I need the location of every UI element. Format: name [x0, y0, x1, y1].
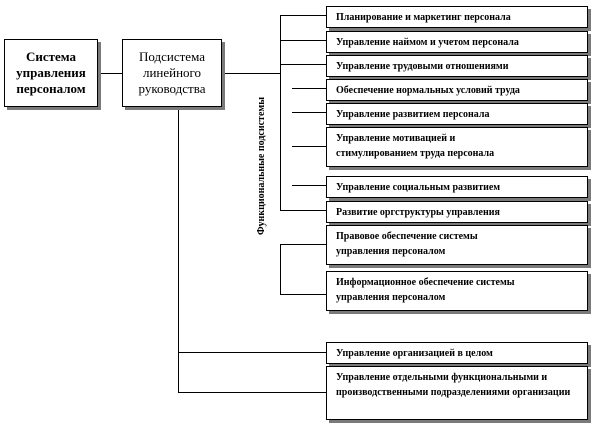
functional-subsystem-box: [326, 6, 588, 28]
functional-subsystems-label: Функциональные подсистемы: [256, 96, 267, 236]
connector-func-4: [292, 88, 326, 89]
functional-subsystem-label: Правовое обеспечение системы управления персоналом: [336, 231, 478, 257]
line-subsystem-box: [122, 39, 222, 107]
functional-subsystem-box: [326, 103, 588, 125]
functional-subsystem-box: [326, 127, 588, 167]
functional-subsystem-box: [326, 225, 588, 265]
connector-func-9: [280, 244, 326, 245]
functional-subsystem-label: Управление наймом и учетом персонала: [336, 36, 519, 48]
connector-func-5: [292, 112, 326, 113]
connector-func-10: [280, 294, 326, 295]
functional-subsystem-box: [326, 31, 588, 53]
connector-func-1: [280, 15, 326, 16]
functional-subsystem-box: [326, 79, 588, 101]
functional-subsystem-label: Управление трудовыми отношениями: [336, 60, 509, 72]
connector-func-7: [292, 185, 326, 186]
connector-line-to-trunk: [222, 73, 280, 74]
functional-subsystem-box: [326, 55, 588, 77]
functional-subsystem-label: Обеспечение нормальных условий труда: [336, 84, 520, 96]
line-management-box: [326, 366, 588, 420]
connector-func-2: [280, 40, 326, 41]
connector-func-3: [280, 64, 326, 65]
connector-func-6: [292, 146, 326, 147]
functional-subsystem-label: Развитие оргструктуры управления: [336, 206, 500, 218]
functional-subsystem-box: [326, 271, 588, 311]
main-system-label: Система управления персоналом: [16, 49, 86, 96]
functional-subsystem-label: Управление мотивацией и стимулированием труда персонала: [336, 133, 495, 159]
line-subsystem-label: Подсистема линейного руководства: [138, 49, 206, 96]
functional-subsystem-label: Управление развитием персонала: [336, 108, 490, 120]
functional-subsystem-label: Информационное обеспечение системы управления персоналом: [336, 277, 515, 303]
functional-subsystem-label: Управление социальным развитием: [336, 181, 501, 193]
line-management-label: Управление организацией в целом: [336, 347, 493, 359]
main-system-box: [4, 39, 98, 107]
line-management-label: Управление отдельными функциональными и производственными подразделениями организации: [336, 372, 571, 398]
connector-line-2: [178, 392, 326, 393]
line-trunk: [178, 108, 179, 392]
line-management-box: [326, 342, 588, 364]
connector-func-8: [280, 210, 326, 211]
connector-main-to-line: [98, 73, 122, 74]
functional-subsystem-box: [326, 201, 588, 223]
functional-trunk: [280, 15, 281, 211]
connector-line-1: [178, 352, 326, 353]
legal-info-bracket: [280, 244, 281, 294]
functional-subsystem-box: [326, 176, 588, 198]
functional-subsystem-label: Планирование и маркетинг персонала: [336, 11, 511, 23]
